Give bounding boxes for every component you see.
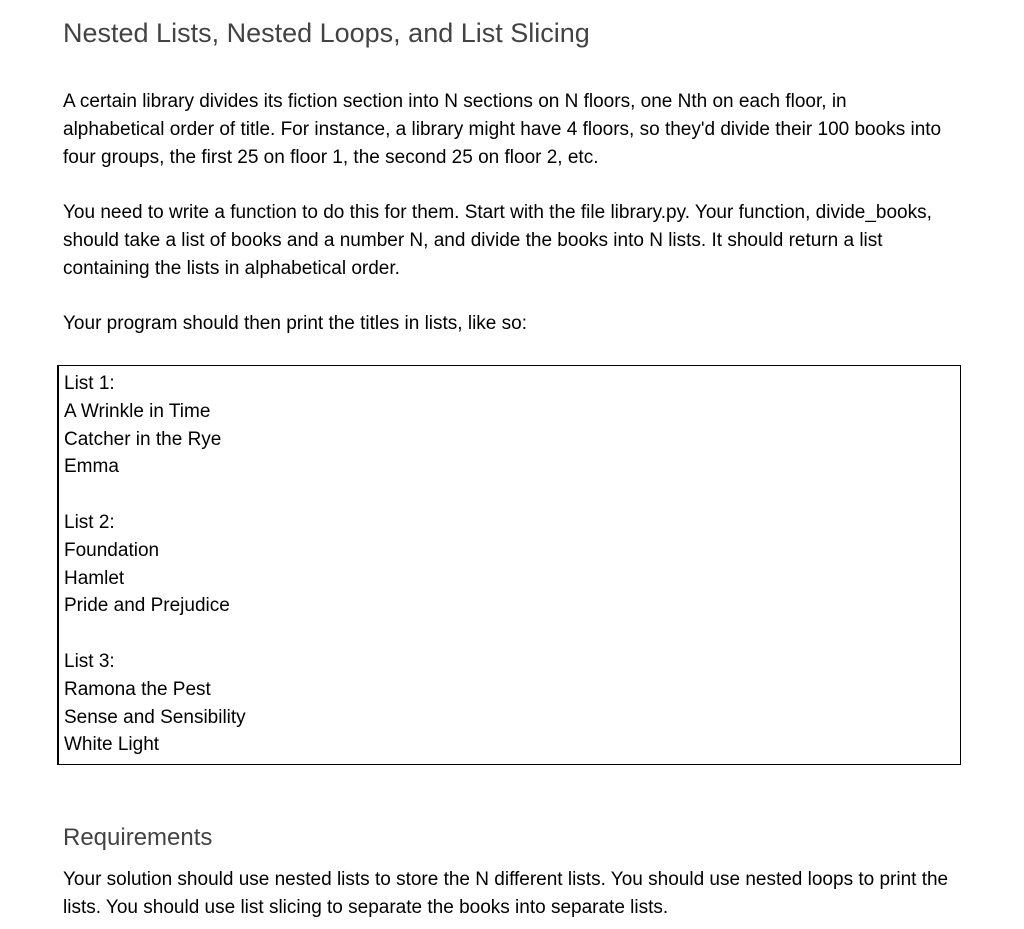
blank-line [64,481,960,509]
requirements-paragraph: Your solution should use nested lists to store the N different lists. You should use nested loops to print the lists. You should use list slicing to separate the books into separate lists. [63,869,949,918]
book-title: Hamlet [64,567,125,589]
example-output-box [57,365,961,765]
requirements-heading: Requirements [63,824,213,851]
book-title: Foundation [64,539,160,561]
book-title: Catcher in the Rye [64,428,222,450]
list-label: List 3: [64,650,115,672]
book-title: A Wrinkle in Time [64,400,211,422]
book-title: Ramona the Pest [64,678,211,700]
book-title: Sense and Sensibility [64,706,246,728]
blank-line [64,620,960,648]
book-title: Pride and Prejudice [64,595,230,617]
list-label: List 2: [64,511,115,533]
intro-paragraph: A certain library divides its fiction section into N sections on N floors, one Nth on each floor, in alphabetical order of title. For instance, a library might have 4 floors, so they'd divide their 100 books into four groups, the first 25 on floor 1, the second 25 on floor 2, etc. [63,91,942,168]
book-title: Emma [64,456,119,478]
output-intro-paragraph: Your program should then print the titles in lists, like so: [63,313,527,334]
task-paragraph: You need to write a function to do this for them. Start with the file library.py. Your function, divide_books, should take a list of books and a number N, and divide the books into N lists. It should return a list containing the lists in alphabetical order. [63,202,932,279]
list-label: List 1: [64,373,115,394]
book-title: White Light [64,734,160,756]
page-title: Nested Lists, Nested Loops, and List Slicing [63,18,590,48]
